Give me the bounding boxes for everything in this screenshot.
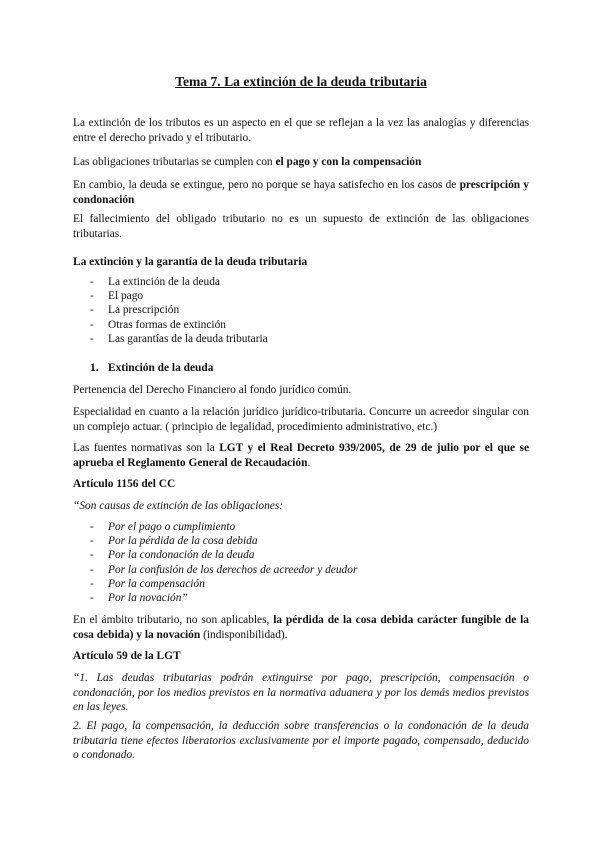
section-1-paragraph-3-end: . — [307, 456, 311, 469]
toc-item: - La extinción de la deuda — [73, 275, 529, 289]
section-1-paragraph-3-text: Las fuentes normativas son la — [73, 442, 220, 454]
toc-item: - Las garantías de la deuda tributaria — [73, 332, 529, 346]
section-1-paragraph-2: Especialidad en cuanto a la relación jurídico jurídico-tributaria. Concurre un acreedor singular con un complejo actuar. ( principio de legalidad, procedimiento administrativo, etc.) — [73, 406, 529, 433]
toc-item: - Otras formas de extinción — [73, 318, 529, 332]
ambito-text: En el ámbito tributario, no son aplicables, — [73, 614, 274, 626]
art-59-heading: Artículo 59 de la LGT — [73, 650, 181, 662]
intro-paragraph-3-text: En cambio, la deuda se extingue, pero no porque se haya satisfecho en los casos de — [73, 179, 460, 191]
intro-paragraph-3-bold: prescripción y condonación — [73, 179, 529, 206]
intro-paragraph-1: La extinción de los tributos es un aspecto en el que se reflejan a la vez las analogías y diferencias entre el derecho privado y el tributario. — [73, 117, 529, 144]
art-1156-list — [73, 520, 529, 605]
page-title: Tema 7. La extinción de la deuda tributaria — [175, 74, 427, 89]
toc-item: - El pago — [73, 289, 529, 303]
section-1-heading — [73, 361, 546, 376]
intro-paragraph-4: El fallecimiento del obligado tributario no es un supuesto de extinción de las obligaciones tributarias. — [73, 213, 529, 240]
art-1156-item: - Por la pérdida de la cosa debida — [73, 534, 529, 548]
section-1-paragraph-3 — [73, 441, 529, 470]
art-1156-item: - Por la confusión de los derechos de acreedor y deudor — [73, 563, 529, 577]
art-59-paragraph-1: “1. Las deudas tributarias podrán extinguirse por pago, prescripción, compensación o condonación, por los medios previstos en la normativa aduanera y por los demás medios previstos en las leyes. — [73, 672, 529, 713]
intro-paragraph-3 — [73, 178, 529, 207]
section-1-title: Extinción de la deuda — [108, 362, 214, 374]
section-1-paragraph-3-bold: LGT y el Real Decreto 939/2005, de 29 de julio por el que se aprueba el Reglamento General de Recaudación — [73, 442, 530, 469]
intro-paragraph-2-bold: el pago y con la compensación — [275, 156, 422, 168]
section-1-paragraph-1: Pertenencia del Derecho Financiero al fondo jurídico común. — [73, 384, 352, 396]
intro-paragraph-2-text: Las obligaciones tributarias se cumplen con — [73, 156, 276, 168]
art-1156-item: - Por la compensación — [73, 577, 529, 591]
section-heading: La extinción y la garantía de la deuda tributaria — [73, 256, 308, 268]
ambito-paragraph — [73, 613, 529, 642]
intro-paragraph-2 — [73, 155, 529, 170]
art-1156-item: - Por la condonación de la deuda — [73, 548, 529, 562]
section-1-number: 1. — [90, 362, 99, 374]
ambito-end: (indisponibilidad). — [200, 628, 288, 641]
art-1156-item: - Por la novación” — [73, 591, 529, 605]
art-1156-item: - Por el pago o cumplimiento — [73, 520, 529, 534]
art-1156-heading: Artículo 1156 del CC — [73, 478, 176, 490]
art-1156-quote: “Son causas de extinción de las obligaciones: — [73, 500, 284, 512]
toc-item: - La prescripción — [73, 303, 529, 317]
art-59-paragraph-2: 2. El pago, la compensación, la deducción sobre transferencias o la condonación de la deuda tributaria tiene efectos liberatorios exclusivamente por el importe pagado, compensado, deducido o condonado. — [73, 720, 529, 761]
toc-list — [73, 275, 529, 346]
ambito-bold: la pérdida de la cosa debida carácter fungible de la cosa debida) y la novación — [73, 614, 529, 641]
